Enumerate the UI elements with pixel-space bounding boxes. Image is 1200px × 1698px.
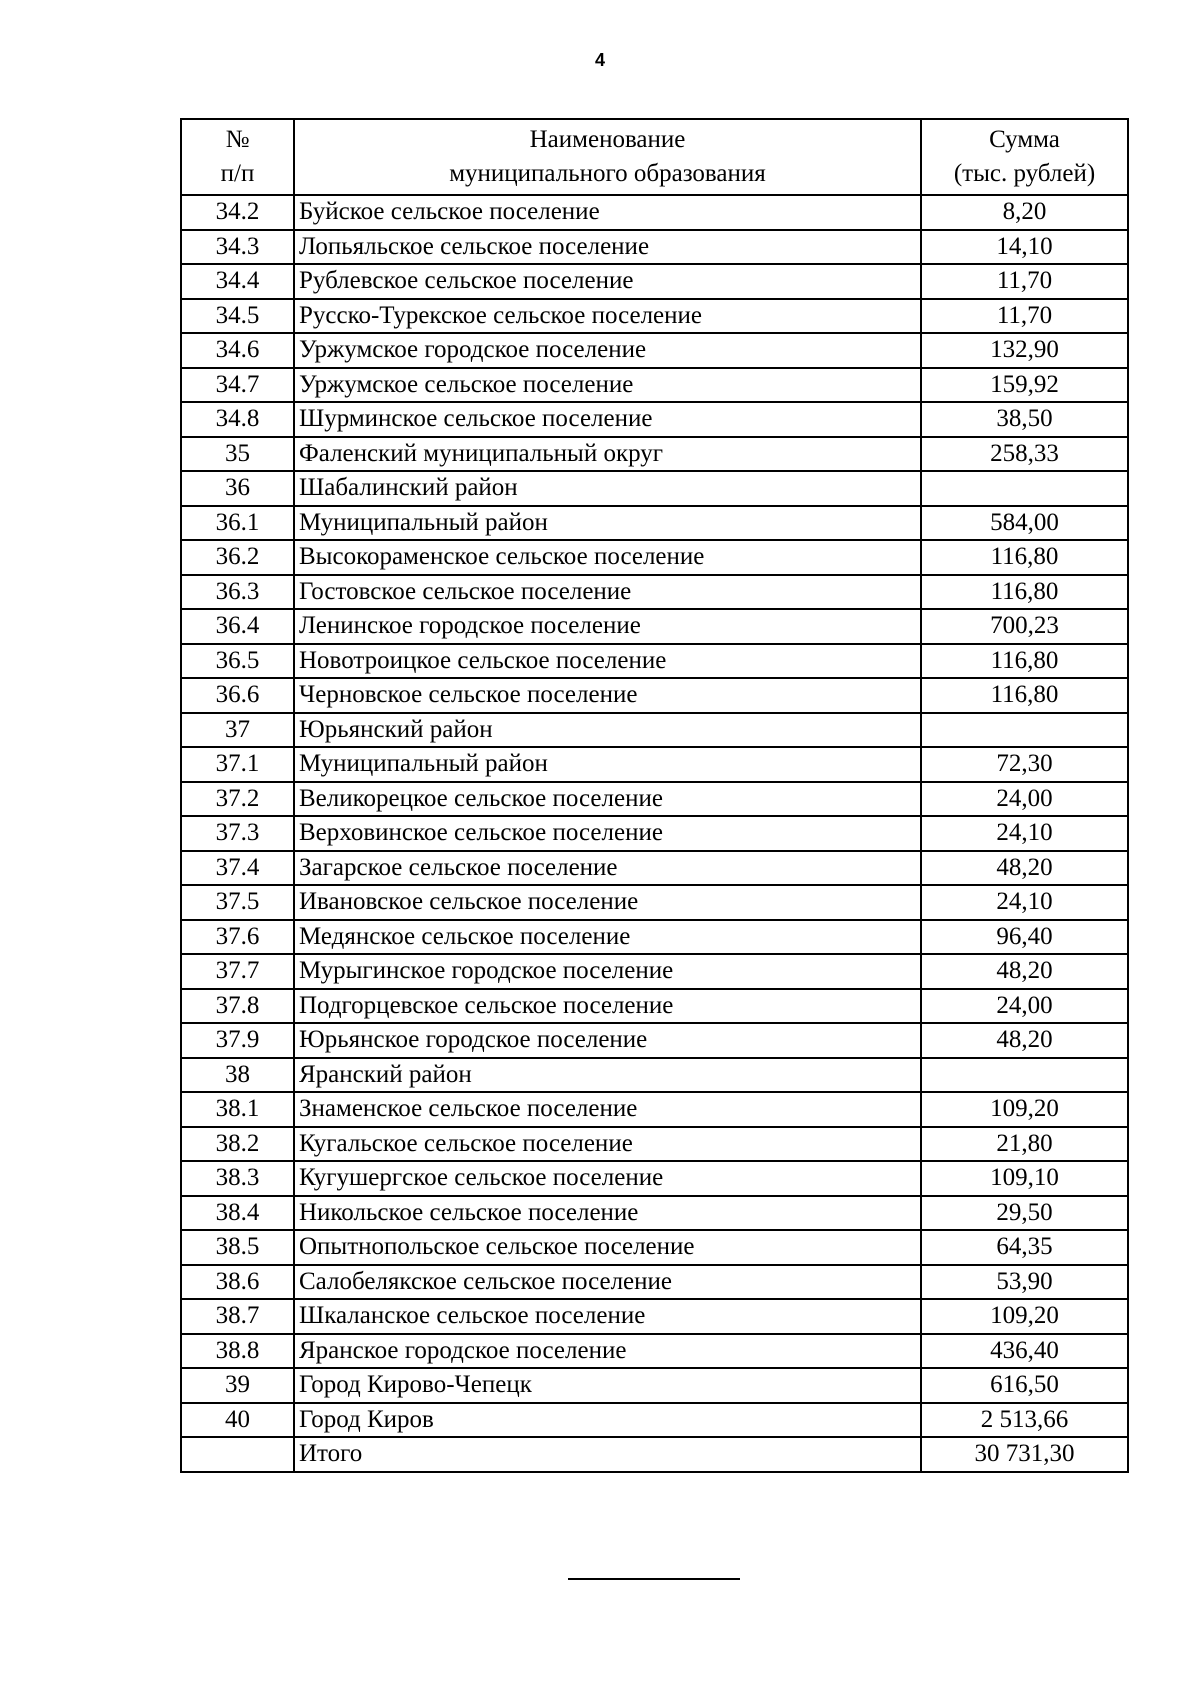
row-name: Лопьяльское сельское поселение xyxy=(294,230,921,265)
table-row xyxy=(181,1403,1128,1438)
row-name: Буйское сельское поселение xyxy=(294,195,921,230)
table-row xyxy=(181,1161,1128,1196)
row-number: 37.8 xyxy=(181,989,294,1024)
table-row xyxy=(181,644,1128,679)
table-row xyxy=(181,1092,1128,1127)
table-row xyxy=(181,195,1128,230)
row-name: Медянское сельское поселение xyxy=(294,920,921,955)
row-number: 38 xyxy=(181,1058,294,1093)
row-name: Русско-Турекское сельское поселение xyxy=(294,299,921,334)
table-row xyxy=(181,230,1128,265)
row-number: 34.3 xyxy=(181,230,294,265)
row-sum: 109,20 xyxy=(921,1092,1128,1127)
row-number: 37.6 xyxy=(181,920,294,955)
row-name: Кугушергское сельское поселение xyxy=(294,1161,921,1196)
table-row xyxy=(181,1058,1128,1093)
row-sum: 700,23 xyxy=(921,609,1128,644)
table-row xyxy=(181,1265,1128,1300)
row-number: 36.1 xyxy=(181,506,294,541)
row-name: Никольское сельское поселение xyxy=(294,1196,921,1231)
row-number: 38.5 xyxy=(181,1230,294,1265)
row-sum: 436,40 xyxy=(921,1334,1128,1369)
row-sum: 116,80 xyxy=(921,540,1128,575)
row-sum xyxy=(921,1058,1128,1093)
row-number: 34.5 xyxy=(181,299,294,334)
row-number: 37.4 xyxy=(181,851,294,886)
table-row xyxy=(181,782,1128,817)
row-number: 38.3 xyxy=(181,1161,294,1196)
table-row xyxy=(181,885,1128,920)
table-row xyxy=(181,1196,1128,1231)
table-row xyxy=(181,575,1128,610)
row-sum: 53,90 xyxy=(921,1265,1128,1300)
row-sum: 24,10 xyxy=(921,816,1128,851)
header-sum xyxy=(921,119,1128,195)
table-row xyxy=(181,1334,1128,1369)
row-name: Шурминское сельское поселение xyxy=(294,402,921,437)
row-number: 37.2 xyxy=(181,782,294,817)
row-sum: 48,20 xyxy=(921,954,1128,989)
row-name: Уржумское сельское поселение xyxy=(294,368,921,403)
row-sum: 8,20 xyxy=(921,195,1128,230)
row-name: Город Кирово-Чепецк xyxy=(294,1368,921,1403)
table-row xyxy=(181,678,1128,713)
row-number: 40 xyxy=(181,1403,294,1438)
allocation-table xyxy=(180,118,1129,1473)
row-name: Юрьянский район xyxy=(294,713,921,748)
row-number: 34.8 xyxy=(181,402,294,437)
row-number: 37.7 xyxy=(181,954,294,989)
row-sum: 72,30 xyxy=(921,747,1128,782)
row-sum: 24,00 xyxy=(921,782,1128,817)
table-row xyxy=(181,402,1128,437)
header-number-line-1: № xyxy=(225,126,250,153)
row-sum: 616,50 xyxy=(921,1368,1128,1403)
table-row xyxy=(181,920,1128,955)
header-sum-line-1: Сумма xyxy=(989,126,1060,153)
table-row xyxy=(181,264,1128,299)
row-name: Загарское сельское поселение xyxy=(294,851,921,886)
table-row xyxy=(181,1368,1128,1403)
row-sum: 38,50 xyxy=(921,402,1128,437)
row-sum: 116,80 xyxy=(921,678,1128,713)
table-row xyxy=(181,1127,1128,1162)
row-number: 37 xyxy=(181,713,294,748)
header-name-line-1: Наименование xyxy=(529,126,686,153)
row-name: Юрьянское городское поселение xyxy=(294,1023,921,1058)
row-sum: 48,20 xyxy=(921,1023,1128,1058)
row-name: Салобелякское сельское поселение xyxy=(294,1265,921,1300)
row-number: 36.4 xyxy=(181,609,294,644)
row-name: Ленинское городское поселение xyxy=(294,609,921,644)
table-row xyxy=(181,368,1128,403)
row-name: Мурыгинское городское поселение xyxy=(294,954,921,989)
table-row xyxy=(181,747,1128,782)
row-sum: 14,10 xyxy=(921,230,1128,265)
table-row xyxy=(181,609,1128,644)
row-name: Подгорцевское сельское поселение xyxy=(294,989,921,1024)
row-name: Итого xyxy=(294,1437,921,1472)
header-name-line-2: муниципального образования xyxy=(449,160,766,187)
table-row xyxy=(181,471,1128,506)
row-number: 36.3 xyxy=(181,575,294,610)
row-sum: 2 513,66 xyxy=(921,1403,1128,1438)
header-number xyxy=(181,119,294,195)
row-sum: 30 731,30 xyxy=(921,1437,1128,1472)
end-of-table-rule xyxy=(568,1578,740,1580)
row-sum: 109,10 xyxy=(921,1161,1128,1196)
row-number: 37.5 xyxy=(181,885,294,920)
row-sum xyxy=(921,471,1128,506)
row-sum: 11,70 xyxy=(921,264,1128,299)
table-row xyxy=(181,1023,1128,1058)
row-sum: 116,80 xyxy=(921,575,1128,610)
table-row xyxy=(181,1230,1128,1265)
table-row xyxy=(181,713,1128,748)
row-number: 38.4 xyxy=(181,1196,294,1231)
row-name: Муниципальный район xyxy=(294,506,921,541)
row-number: 34.7 xyxy=(181,368,294,403)
header-name xyxy=(294,119,921,195)
row-sum: 21,80 xyxy=(921,1127,1128,1162)
row-name: Высокораменское сельское поселение xyxy=(294,540,921,575)
table-row xyxy=(181,540,1128,575)
row-name: Муниципальный район xyxy=(294,747,921,782)
row-sum: 132,90 xyxy=(921,333,1128,368)
table-body xyxy=(181,195,1128,1472)
row-name: Новотроицкое сельское поселение xyxy=(294,644,921,679)
row-number: 35 xyxy=(181,437,294,472)
row-sum: 116,80 xyxy=(921,644,1128,679)
row-number: 36.2 xyxy=(181,540,294,575)
row-sum: 159,92 xyxy=(921,368,1128,403)
row-number: 38.8 xyxy=(181,1334,294,1369)
row-number: 37.1 xyxy=(181,747,294,782)
row-number: 37.3 xyxy=(181,816,294,851)
header-sum-line-2: (тыс. рублей) xyxy=(953,160,1096,187)
row-number: 36.6 xyxy=(181,678,294,713)
row-sum: 48,20 xyxy=(921,851,1128,886)
table-row xyxy=(181,333,1128,368)
row-name: Шабалинский район xyxy=(294,471,921,506)
row-number xyxy=(181,1437,294,1472)
row-name: Шкаланское сельское поселение xyxy=(294,1299,921,1334)
row-name: Яранский район xyxy=(294,1058,921,1093)
table-row xyxy=(181,1299,1128,1334)
row-name: Великорецкое сельское поселение xyxy=(294,782,921,817)
row-sum: 64,35 xyxy=(921,1230,1128,1265)
row-number: 39 xyxy=(181,1368,294,1403)
table-row xyxy=(181,851,1128,886)
row-number: 38.2 xyxy=(181,1127,294,1162)
row-name: Гостовское сельское поселение xyxy=(294,575,921,610)
row-number: 38.1 xyxy=(181,1092,294,1127)
row-sum xyxy=(921,713,1128,748)
row-number: 38.6 xyxy=(181,1265,294,1300)
row-name: Яранское городское поселение xyxy=(294,1334,921,1369)
row-number: 38.7 xyxy=(181,1299,294,1334)
row-name: Верховинское сельское поселение xyxy=(294,816,921,851)
table-row xyxy=(181,437,1128,472)
row-name: Фаленский муниципальный округ xyxy=(294,437,921,472)
table-header-row xyxy=(181,119,1128,195)
row-number: 36 xyxy=(181,471,294,506)
row-name: Кугальское сельское поселение xyxy=(294,1127,921,1162)
row-number: 37.9 xyxy=(181,1023,294,1058)
row-number: 34.4 xyxy=(181,264,294,299)
row-name: Ивановское сельское поселение xyxy=(294,885,921,920)
row-sum: 24,00 xyxy=(921,989,1128,1024)
row-sum: 96,40 xyxy=(921,920,1128,955)
table-row xyxy=(181,1437,1128,1472)
row-name: Черновское сельское поселение xyxy=(294,678,921,713)
row-sum: 584,00 xyxy=(921,506,1128,541)
table-row xyxy=(181,299,1128,334)
row-number: 34.6 xyxy=(181,333,294,368)
row-number: 36.5 xyxy=(181,644,294,679)
row-name: Уржумское городское поселение xyxy=(294,333,921,368)
row-name: Опытнопольское сельское поселение xyxy=(294,1230,921,1265)
row-name: Рублевское сельское поселение xyxy=(294,264,921,299)
row-sum: 109,20 xyxy=(921,1299,1128,1334)
row-sum: 29,50 xyxy=(921,1196,1128,1231)
row-number: 34.2 xyxy=(181,195,294,230)
row-sum: 258,33 xyxy=(921,437,1128,472)
row-sum: 24,10 xyxy=(921,885,1128,920)
row-name: Знаменское сельское поселение xyxy=(294,1092,921,1127)
page-number: 4 xyxy=(594,50,605,70)
header-number-line-2: п/п xyxy=(220,160,255,187)
table-row xyxy=(181,954,1128,989)
table-row xyxy=(181,816,1128,851)
row-sum: 11,70 xyxy=(921,299,1128,334)
table-row xyxy=(181,989,1128,1024)
row-name: Город Киров xyxy=(294,1403,921,1438)
table-row xyxy=(181,506,1128,541)
